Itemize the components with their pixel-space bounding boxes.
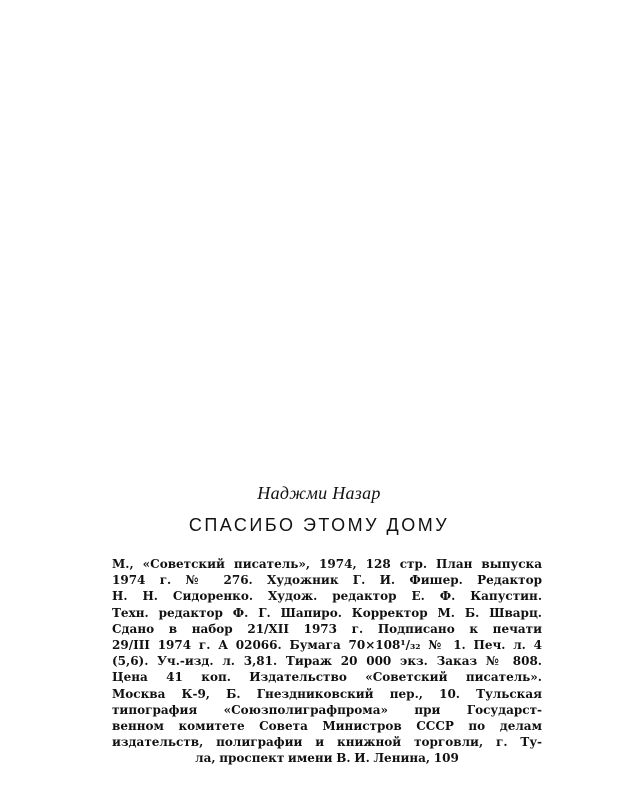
imprint-line: (5,6). Уч.-изд. л. 3,81. Тираж 20 000 экз. Заказ № 808. (112, 654, 542, 669)
imprint-line: М., «Советский писатель», 1974, 128 стр. План выпуска (112, 557, 542, 571)
imprint-line: Москва К-9, Б. Гнездниковский пер., 10. Тульская (112, 686, 542, 701)
imprint-block (112, 556, 542, 766)
author-name: Наджми Назар (257, 483, 381, 503)
imprint-line: 1974 г. № 276. Художник Г. И. Фишер. Редактор (112, 573, 542, 588)
imprint-line: типография «Союзполиграфпрома» при Государст- (112, 702, 542, 717)
imprint-line: Цена 41 коп. Издательство «Советский писатель». (112, 670, 542, 685)
book-title: СПАСИБО ЭТОМУ ДОМУ (188, 515, 450, 535)
imprint-line: издательств, полиграфии и книжной торговли, г. Ту- (112, 735, 542, 750)
imprint-line: венном комитете Совета Министров СССР по делам (112, 718, 542, 733)
imprint-line: 29/III 1974 г. А 02066. Бумага 70×108¹/₃₂ № 1. Печ. л. 4 (112, 637, 542, 652)
imprint-line: ла, проспект имени В. И. Ленина, 109 (195, 751, 459, 766)
imprint-line: Н. Н. Сидоренко. Худож. редактор Е. Ф. Капустин. (112, 589, 542, 604)
imprint-line: Сдано в набор 21/XII 1973 г. Подписано к печати (112, 621, 542, 636)
imprint-line: Техн. редактор Ф. Г. Шапиро. Корректор М. Б. Шварц. (112, 605, 542, 620)
